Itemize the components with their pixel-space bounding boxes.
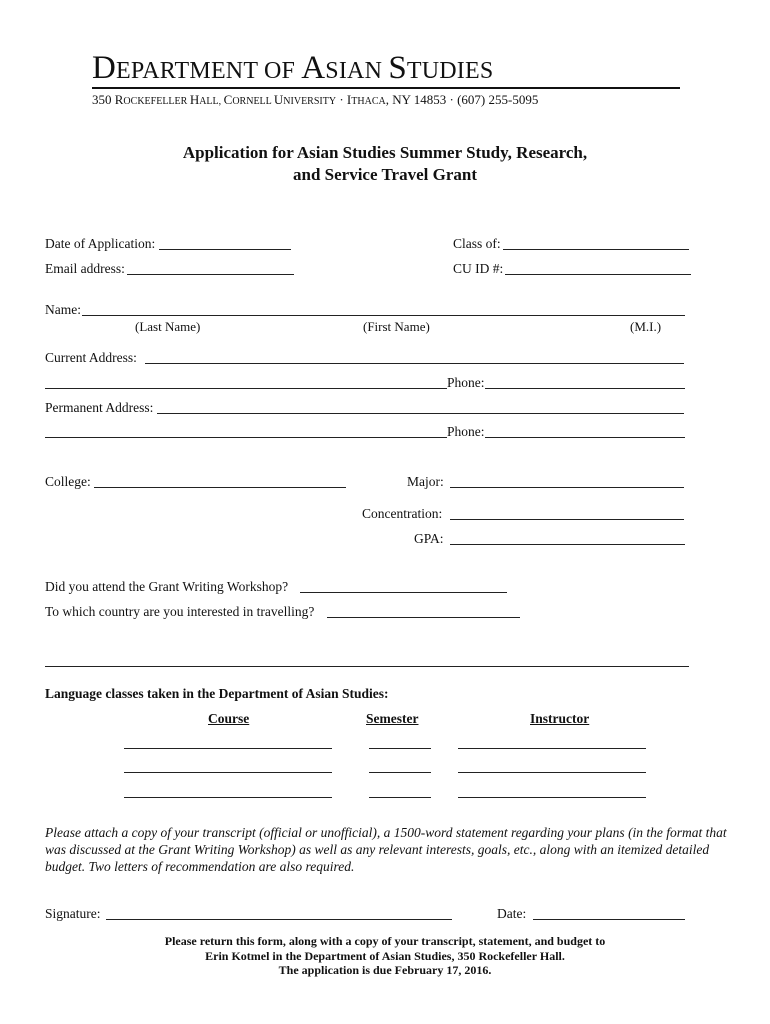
date-label: Date: [497,906,527,921]
course-column-header: Course [208,711,250,726]
signature-field[interactable] [106,919,452,920]
blank-full-line[interactable] [45,666,689,667]
semester-field-3[interactable] [369,797,431,798]
email-field[interactable] [127,274,294,275]
return-instructions-line1: Please return this form, along with a copy of your transcript, statement, and budget to [164,934,606,948]
semester-field-2[interactable] [369,772,431,773]
date-field[interactable] [533,919,685,920]
class-of-field[interactable] [503,249,689,250]
instructor-column-header: Instructor [530,711,590,726]
permanent-address-label: Permanent Address: [45,400,154,415]
concentration-field[interactable] [450,519,684,520]
current-phone-label: Phone: [447,375,485,390]
date-of-application-label: Date of Application: [45,236,156,251]
form-title [0,142,770,186]
instructor-field-2[interactable] [458,772,646,773]
instructor-field-1[interactable] [458,748,646,749]
gpa-field[interactable] [450,544,685,545]
due-date-line: The application is due February 17, 2016. [278,963,492,977]
date-of-application-field[interactable] [159,249,291,250]
signature-label: Signature: [45,906,101,921]
last-name-caption: (Last Name) [135,319,201,334]
cu-id-field[interactable] [505,274,691,275]
header-rule [92,87,680,89]
cu-id-label: CU ID #: [453,261,504,276]
permanent-address-field[interactable] [157,413,684,414]
name-field[interactable] [82,315,685,316]
college-label: College: [45,474,91,489]
language-classes-heading: Language classes taken in the Department of Asian Studies: [45,686,389,701]
country-label: To which country are you interested in travelling? [45,604,315,619]
country-field[interactable] [327,617,520,618]
course-field-3[interactable] [124,797,332,798]
workshop-field[interactable] [300,592,507,593]
return-instructions [0,934,770,978]
concentration-label: Concentration: [362,506,443,521]
mi-caption: (M.I.) [630,319,662,334]
major-field[interactable] [450,487,684,488]
current-address-field[interactable] [145,363,684,364]
name-label: Name: [45,302,81,317]
current-address-label: Current Address: [45,350,137,365]
permanent-phone-field[interactable] [485,437,685,438]
instructions-text: Please attach a copy of your transcript (official or unofficial), a 1500-word statement regarding your plans (in the format that was discussed at the Grant Writing Workshop) as well as any relevant interests, goals, etc., along with an itemized detailed budget. Two letters of recommendation are also required. [45,825,727,874]
current-address-line2-field[interactable] [45,388,447,389]
workshop-label: Did you attend the Grant Writing Workshop? [45,579,289,594]
permanent-phone-label: Phone: [447,424,485,439]
current-phone-field[interactable] [485,388,685,389]
instructor-field-3[interactable] [458,797,646,798]
department-address: 350 ROCKEFELLER HALL, CORNELL UNIVERSITY · ITHACA, NY 14853 · (607) 255-5095 [92,92,539,107]
form-title-line1: Application for Asian Studies Summer Study, Research, [182,143,588,162]
form-title-line2: and Service Travel Grant [293,165,477,184]
course-field-1[interactable] [124,748,332,749]
class-of-label: Class of: [453,236,501,251]
course-field-2[interactable] [124,772,332,773]
college-field[interactable] [94,487,346,488]
major-label: Major: [407,474,444,489]
email-label: Email address: [45,261,125,276]
first-name-caption: (First Name) [363,319,430,334]
department-title: DEPARTMENT OF ASIAN STUDIES [92,50,494,86]
semester-column-header: Semester [366,711,419,726]
return-instructions-line2: Erin Kotmel in the Department of Asian Studies, 350 Rockefeller Hall. [205,948,565,963]
permanent-address-line2-field[interactable] [45,437,447,438]
semester-field-1[interactable] [369,748,431,749]
gpa-label: GPA: [414,531,444,546]
